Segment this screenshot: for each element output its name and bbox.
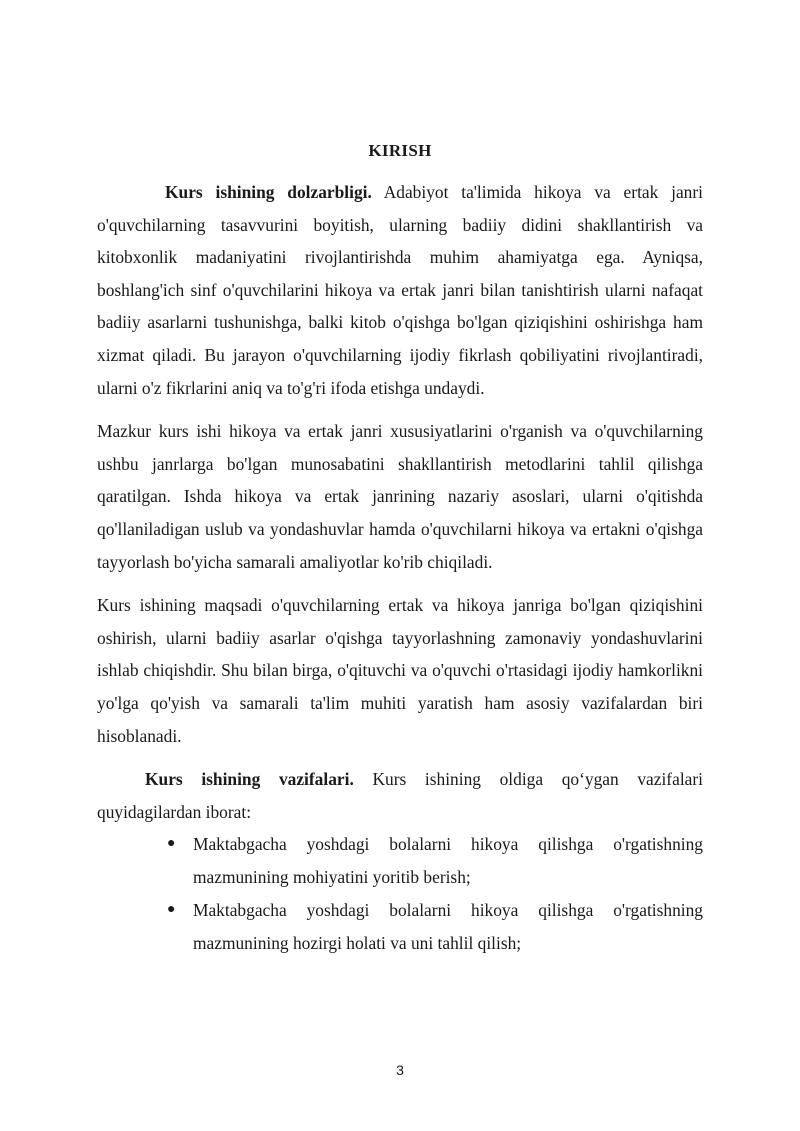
paragraph-goal: Kurs ishining maqsadi o'quvchilarning ertak va hikoya janriga bo'lgan qiziqishini oshirish, ularni badiiy asarlar o'qishga tayyorlashning zamonaviy yondashuvlarini ishlab chiqishdir. Shu bilan birga, o'qituvchi va o'quvchi o'rtasidagi ijodiy hamkorlikni yo'lga qo'yish va samarali ta'lim muhiti yaratish ham asosiy vazifalardan biri hisoblanadi. [97,595,703,746]
paragraph-text-tasks: Kurs ishining oldiga qo‘ygan vazifalari quyidagilardan iborat: [97,769,703,822]
document-body [97,176,703,961]
list-item-text: Maktabgacha yoshdagi bolalarni hikoya qilishga o'rgatishning mazmunining hozirgi holati va uni tahlil qilish; [193,900,703,954]
page-number: 3 [396,1062,404,1078]
paragraph-scope: Mazkur kurs ishi hikoya va ertak janri xususiyatlarini o'rganish va o'quvchilarning ushbu janrlarga bo'lgan munosabatini shakllantirish metodlarini tahlil qilishga qaratilgan. Ishda hikoya va ertak janrining nazariy asoslari, ularni o'qitishda qo'llaniladigan uslub va yondashuvlar hamda o'quvchilarni hikoya va ertakni o'qishga tayyorlash bo'yicha samarali amaliyotlar ko'rib chiqiladi. [97,421,703,572]
paragraph-tasks [97,763,703,828]
paragraph-relevance [97,176,703,404]
paragraph-lead-relevance: Kurs ishining dolzarbligi. [165,182,372,202]
task-list [97,828,703,959]
bullet-icon: ● [167,836,176,852]
section-heading: KIRISH [368,141,432,160]
paragraph-text-relevance: Adabiyot ta'limida hikoya va ertak janri o'quvchilarning tasavvurini boyitish, ularning badiiy didini shakllantirish va kitobxonlik madaniyatini rivojlantirishda muhim ahamiyatga ega. Ayniqsa, boshlang'ich sinf o'quvchilarini hikoya va ertak janri bilan tanishtirish ularni nafaqat badiiy asarlarni tushunishga, balki kitob o'qishga bo'lgan qiziqishini oshirishga ham xizmat qiladi. Bu jarayon o'quvchilarning ijodiy fikrlash qobiliyatini rivojlantiradi, ularni o'z fikrlarini aniq va to'g'ri ifoda etishga undaydi. [97,182,703,398]
list-item [167,894,703,959]
list-item [167,828,703,893]
paragraph-lead-tasks: Kurs ishining vazifalari. [145,769,354,790]
list-item-text: Maktabgacha yoshdagi bolalarni hikoya qilishga o'rgatishning mazmunining mohiyatini yoritib berish; [193,834,703,887]
bullet-icon: ● [167,902,176,918]
